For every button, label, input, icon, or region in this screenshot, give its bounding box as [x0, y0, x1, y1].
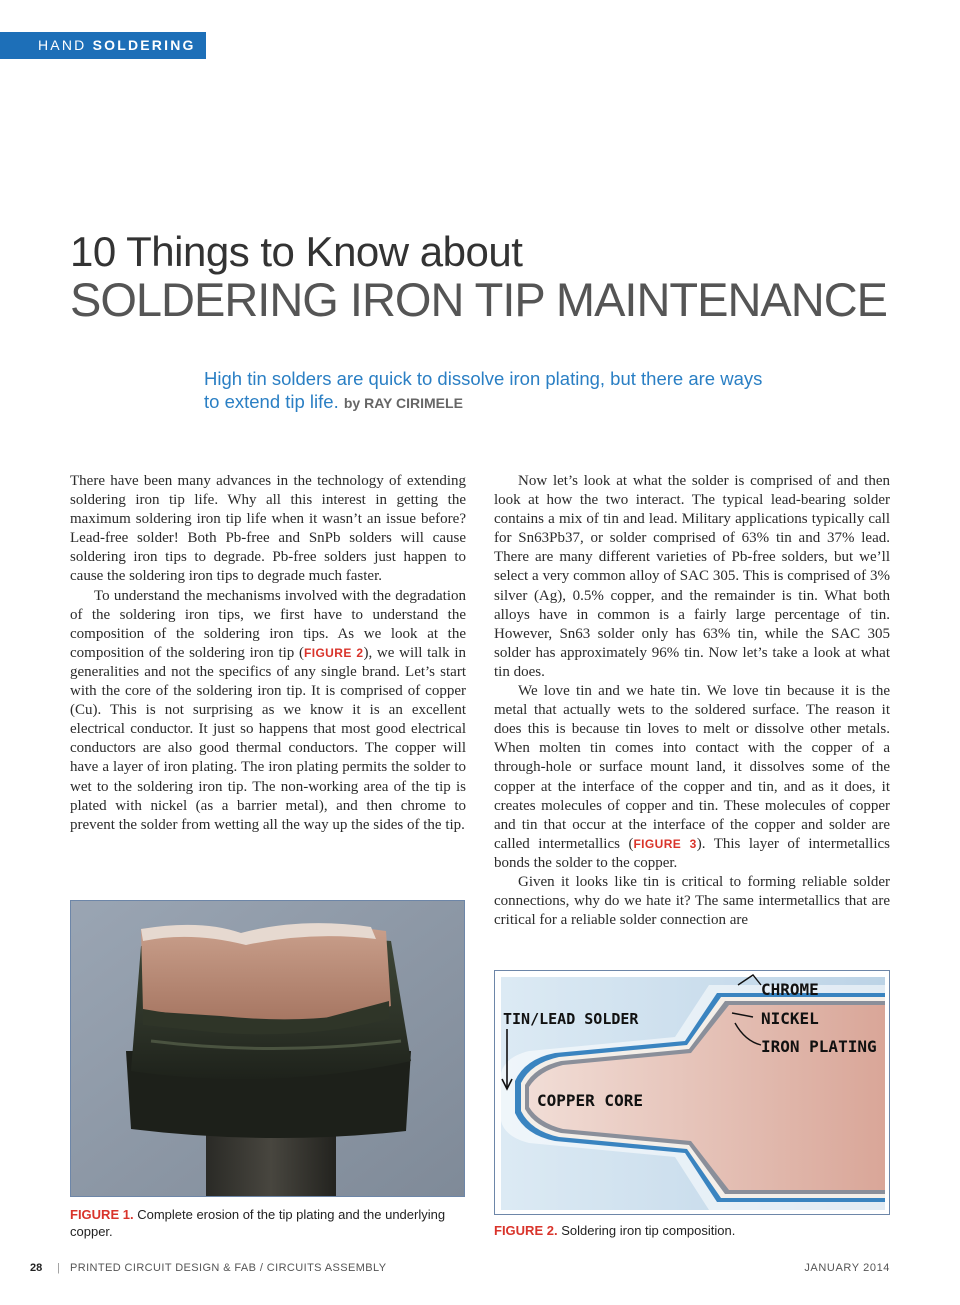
footer-divider: | — [57, 1262, 60, 1274]
figure-2-caption — [494, 1222, 890, 1239]
title-line-2: SOLDERING IRON TIP MAINTENANCE — [70, 273, 888, 326]
figure-2-diagram — [494, 970, 890, 1215]
figure-1-label: FIGURE 1. — [70, 1207, 134, 1222]
nickel-label: NICKEL — [761, 1009, 819, 1028]
figure-2-label: FIGURE 2. — [494, 1223, 558, 1238]
eroded-tip-photo — [71, 901, 465, 1197]
figure-2-caption-text: Soldering iron tip composition. — [561, 1223, 736, 1238]
figure-2-reference: FIGURE 2 — [303, 645, 364, 660]
paragraph — [70, 587, 466, 835]
figure-3-reference: FIGURE 3 — [633, 836, 697, 851]
figure-1-caption — [70, 1206, 465, 1240]
tin-lead-label: TIN/LEAD SOLDER — [503, 1010, 639, 1028]
chrome-label: CHROME — [761, 980, 819, 999]
paragraph: Now let’s look at what the solder is comprised of and then look at how the two interact. The typical lead-bearing solder contains a mix of tin and lead. Military applications typically call for Sn63Pb37, or solder comprised of 63% tin and 37% lead. There are many different varieties of Pb-free solders, but we’ll select a very common alloy of SAC 305. This is comprised of 3% silver (Ag), 0.5% copper, and the remainder is tin. What both alloys have in common is a fairly large percentage of tin. However, Sn63 solder only has 63% tin, while the SAC 305 solder has approximately 96% tin. Now let’s take a look at what tin does. — [494, 473, 890, 680]
paragraph — [494, 682, 890, 873]
deck — [204, 367, 764, 415]
paragraph-text: We love tin and we hate tin. We love tin because it is the metal that actually wets to the soldered surface. The reason it does this is because tin loves to melt or dissolve other metals. When molten tin comes into contact with the copper of a through-hole or surface mount land, it dissolves some of the copper at the interface of the copper and tin, and as it does, it creates molecules of copper and tin. These molecules of copper and tin that occur at the interface of the copper and solder are called intermetallics ( — [494, 683, 890, 852]
figure-1-photo — [70, 900, 465, 1197]
iron-plating-label: IRON PLATING — [761, 1037, 877, 1056]
body-column-left — [70, 472, 466, 835]
section-tag-bold: SOLDERING — [92, 37, 196, 53]
figure-1-caption-text: Complete erosion of the tip plating and the underlying copper. — [70, 1207, 446, 1239]
tip-composition-diagram — [495, 971, 890, 1215]
byline: by RAY CIRIMELE — [343, 395, 463, 411]
paragraph-text: ), we will talk in generalities and not the specifics of any single brand. Let’s start with the core of the soldering iron tip. It is comprised of copper (Cu). This is not surprising as we know it is an excellent electrical conductor. It just so happens that most good electrical conductors are also good thermal conductors. The copper will have a layer of iron plating. The iron plating permits the solder to wet to the soldering iron tip. The non-working area of the tip is plated with nickel (as a barrier metal), and then chrome to prevent the solder from wetting all the way up the sides of the tip. — [70, 644, 466, 833]
publication-name: PRINTED CIRCUIT DESIGN & FAB / CIRCUITS ASSEMBLY — [70, 1262, 387, 1274]
issue-date: JANUARY 2014 — [804, 1262, 890, 1274]
paragraph: There have been many advances in the technology of extending soldering iron tip life. Why all this interest in getting the maximum soldering iron tip life when it wasn’t an issue before? Lead-free solder! Both Pb-free and SnPb solders will cause soldering iron tips to degrade. Pb-free solders just happen to cause the soldering iron tips to degrade much faster. — [70, 473, 466, 585]
paragraph-text: ). This layer of intermetallics bonds the solder to the copper. — [494, 835, 890, 871]
deck-text: High tin solders are quick to dissolve iron plating, but there are ways to extend tip life. — [204, 368, 763, 412]
section-tag-light: HAND — [38, 37, 87, 53]
paragraph-text: To understand the mechanisms involved with the degradation of the soldering iron tips, we first have to understand the composition of the soldering iron tips. As we look at the composition of the soldering iron tip ( — [70, 587, 466, 661]
page-number: 28 — [30, 1262, 43, 1274]
title-line-1: 10 Things to Know about — [70, 228, 523, 275]
paragraph: Given it looks like tin is critical to forming reliable solder connections, why do we hate it? The same intermetallics that are critical for a reliable solder connection are — [494, 873, 890, 929]
section-tag — [0, 32, 206, 59]
body-column-right — [494, 472, 890, 930]
copper-core-label: COPPER CORE — [537, 1091, 643, 1110]
